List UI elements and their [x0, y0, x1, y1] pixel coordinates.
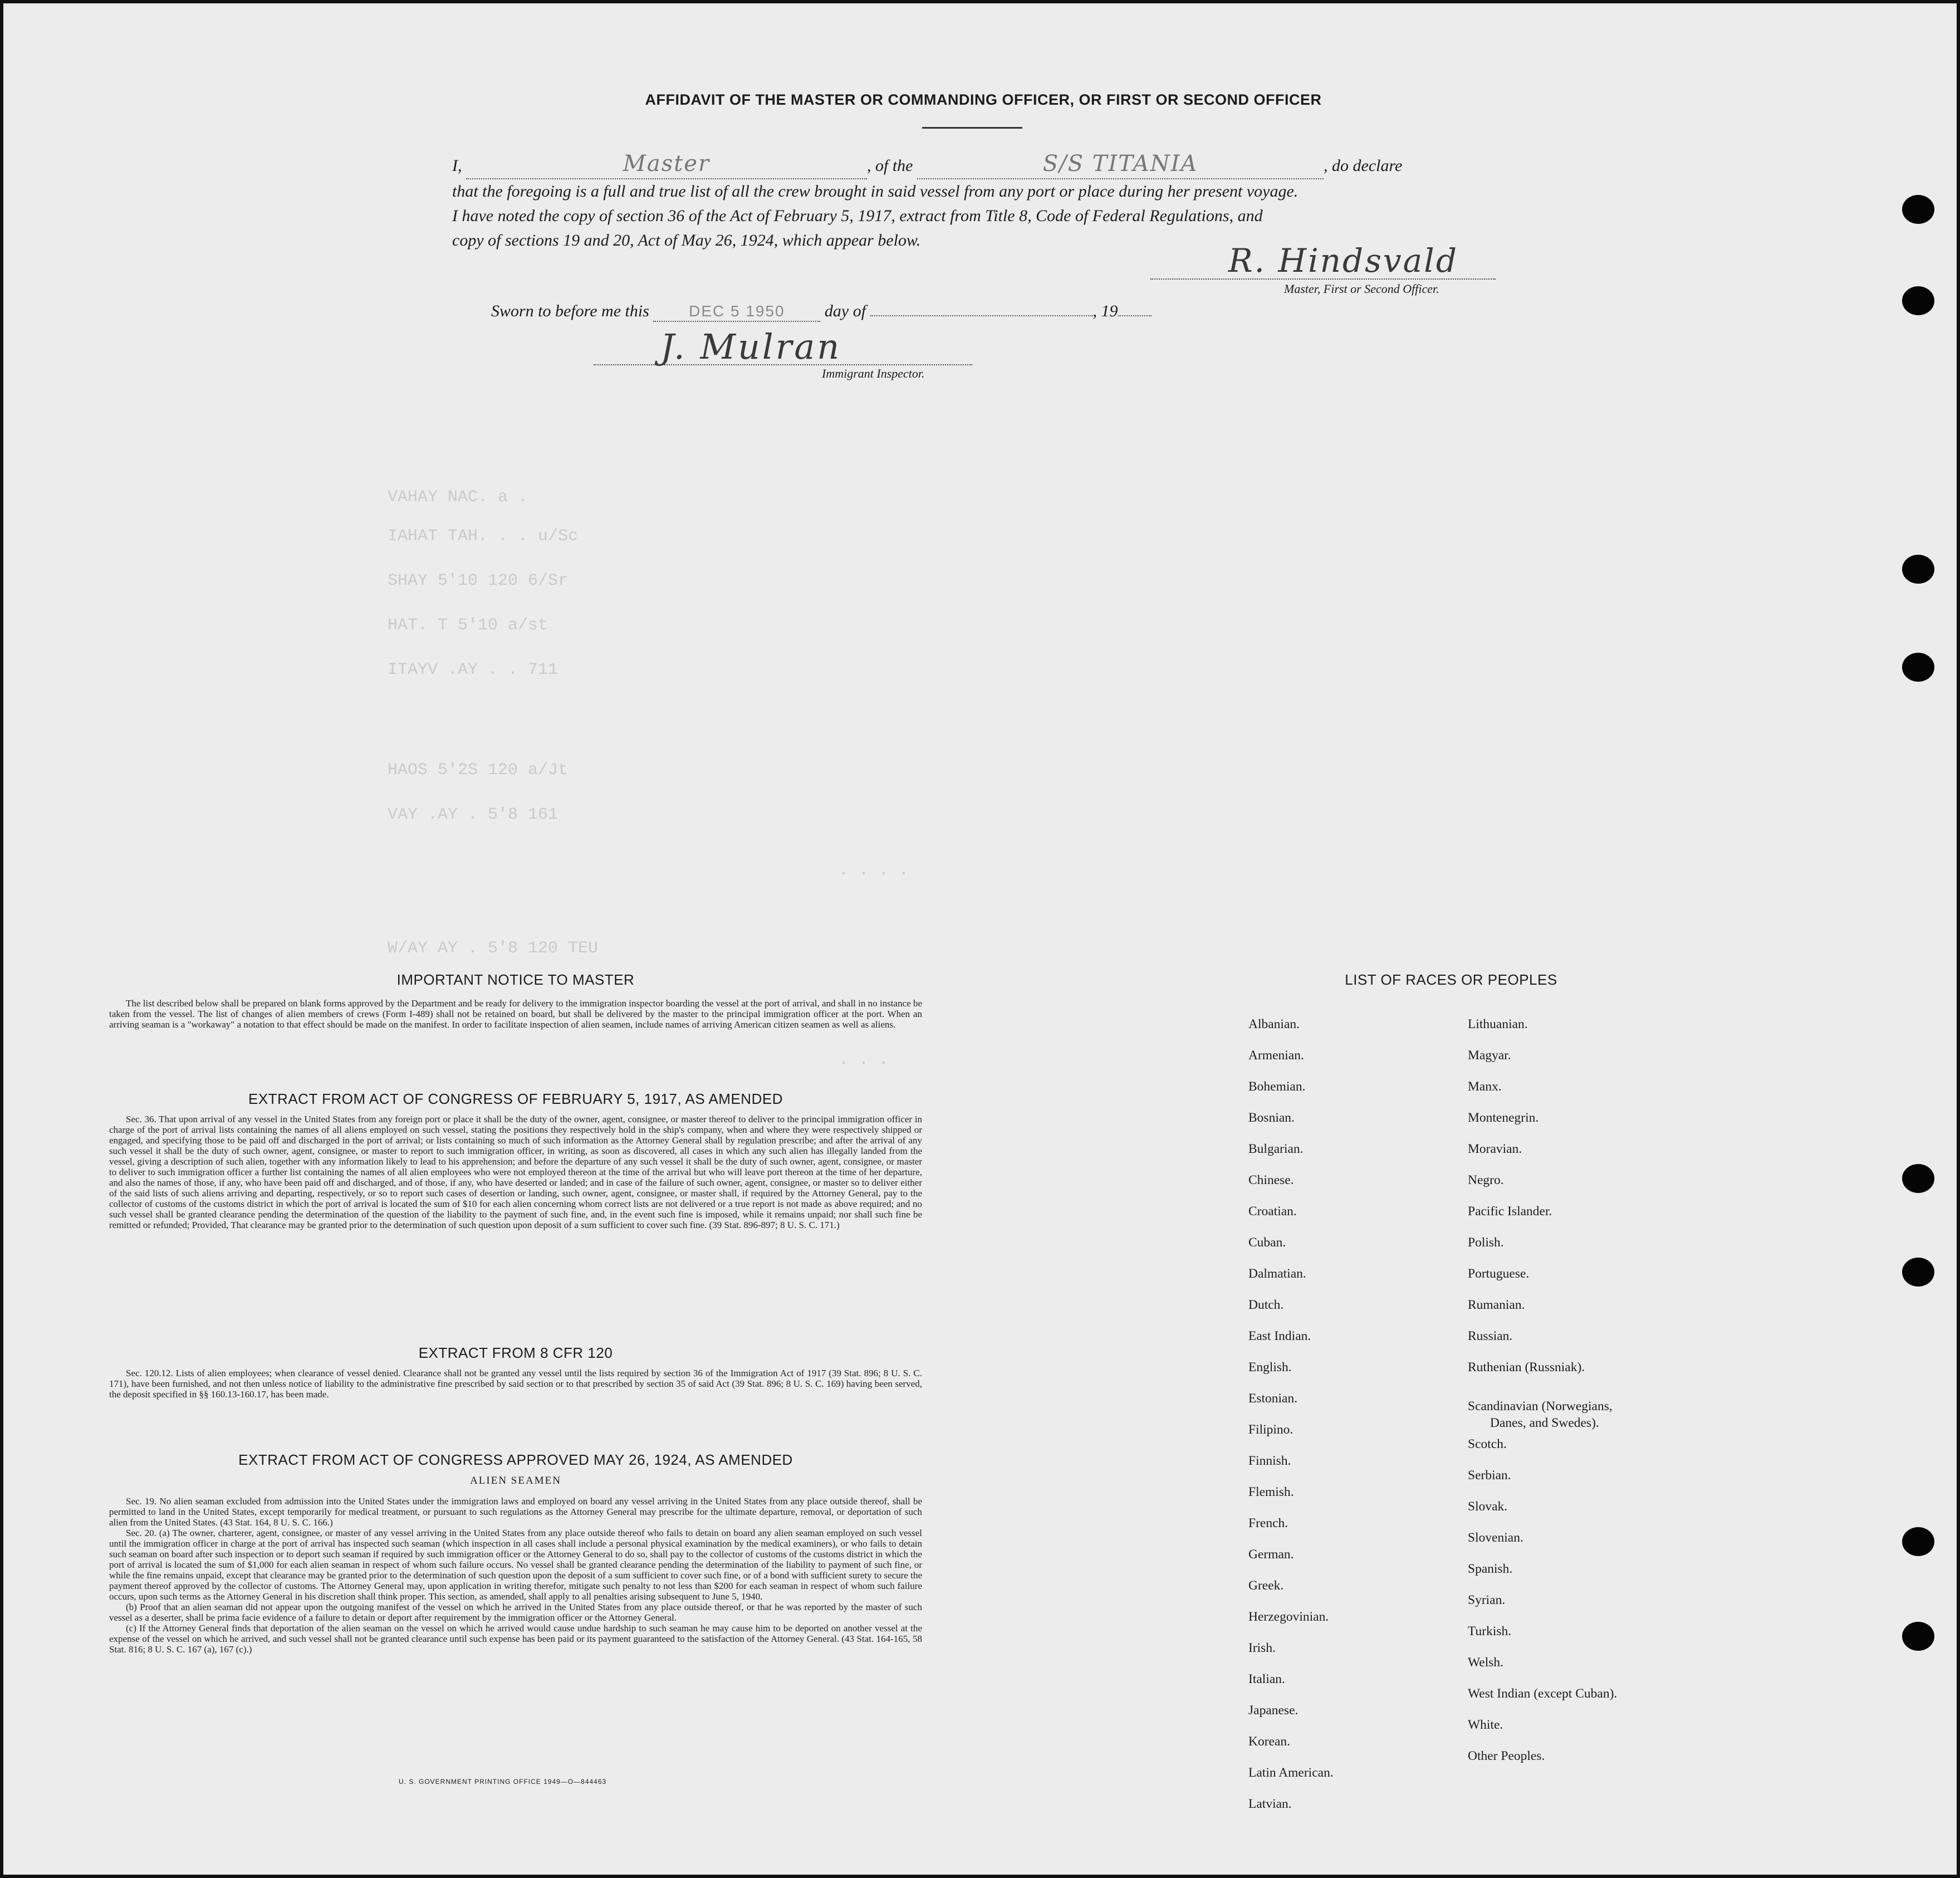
inspector-signature: J. Mulran [660, 326, 842, 367]
race-item: Japanese. [1248, 1703, 1298, 1718]
race-item: Other Peoples. [1468, 1749, 1545, 1763]
extract-1917-title: EXTRACT FROM ACT OF CONGRESS OF FEBRUARY 5, 1917, AS AMENDED [248, 1090, 783, 1107]
extract-cfr-title: EXTRACT FROM 8 CFR 120 [418, 1344, 613, 1361]
race-item: Turkish. [1468, 1624, 1512, 1639]
sworn-text: Sworn to before me this [491, 302, 649, 320]
notice-text [109, 998, 922, 1030]
race-item: Serbian. [1468, 1468, 1511, 1483]
binder-hole [1902, 1527, 1934, 1556]
declaration-text [452, 151, 1499, 253]
races-column-2 [1468, 1017, 1617, 1780]
extract-1924-text [109, 1496, 922, 1655]
binder-hole [1902, 1258, 1934, 1287]
alien-seamen-subtitle: ALIEN SEAMEN [470, 1475, 561, 1486]
race-item: West Indian (except Cuban). [1468, 1686, 1618, 1701]
race-item: Montenegrin. [1468, 1111, 1539, 1125]
race-item: Dutch. [1248, 1298, 1284, 1312]
sworn-day-of: day of [824, 302, 866, 320]
race-item: Scotch. [1468, 1437, 1507, 1451]
race-item: Polish. [1468, 1235, 1504, 1250]
master-signature: R. Hindsvald [1228, 242, 1458, 280]
race-item: Rumanian. [1468, 1298, 1525, 1312]
sworn-date-field [653, 302, 820, 322]
binder-hole [1902, 1622, 1934, 1651]
title-rule [922, 127, 1022, 129]
sworn-year-field [1118, 315, 1152, 316]
affidavit-title: AFFIDAVIT OF THE MASTER OR COMMANDING OFFICER, OR FIRST OR SECOND OFFICER [645, 91, 1322, 108]
section-20c-paragraph: (c) If the Attorney General finds that deportation of the alien seaman on the vessel on which he arrived would cause undue hardship to such seaman he may cause him to be deported on another vessel at the expense of the vessel on which he arrived, and such vessel shall not be granted clearance until such expense has been paid or its payment guaranteed to the satisfaction of the Attorney General. (43 Stat. 164-165, 58 Stat. 816; 8 U. S. C. 167 (a), 167 (c).) [109, 1623, 922, 1655]
races-column-1 [1248, 1017, 1334, 1828]
notice-paragraph: The list described below shall be prepared on blank forms approved by the Department and be ready for delivery to the immigration inspector boarding the vessel at the port of arrival, and shall in no instance be taken from the vessel. The list of changes of alien members of crews (Form I-489) shall not be retained on board, but shall be delivered by the master to the principal immigration officer at the port. When an arriving seaman is a "workaway" a notation to that effect should be made on the manifest. In order to facilitate inspection of alien seamen, include names of arriving American citizen seamen as well as aliens. [109, 998, 922, 1030]
extract-1924-title: EXTRACT FROM ACT OF CONGRESS APPROVED MAY 26, 1924, AS AMENDED [238, 1451, 793, 1468]
race-item: Cuban. [1248, 1235, 1286, 1250]
race-item: Portuguese. [1468, 1266, 1530, 1281]
race-item: Estonian. [1248, 1391, 1298, 1406]
race-item: Armenian. [1248, 1048, 1304, 1063]
race-item: Welsh. [1468, 1655, 1504, 1670]
section-20a-paragraph: Sec. 20. (a) The owner, charterer, agent, consignee, or master of any vessel arriving in the United States from any place outside thereof who fails to detain on board any alien seaman employed on such vessel until the immigration officer in charge at the port of arrival has inspected such seaman (which inspection in all cases shall include a personal physical examination by the medical examiners), or who fails to detain such seaman on board after such inspection or to deport such seaman if required by such immigration officer or the Attorney General to do so, shall pay to the collector of customs of the customs district in which the port of arrival is located the sum of $1,000 for each alien seaman in respect of whom such failure occurs. No vessel shall be granted clearance pending the determination of the liability to payment of such fine, or while the fine remains unpaid, except that clearance may be granted prior to the determination of such question upon the deposit of a sum sufficient to cover such fine, or of a bond with sufficient surety to secure the payment thereof approved by the collector of customs. The Attorney General may, upon application in writing therefor, mitigate such penalty to not less than $200 for each seaman in respect of whom such failure occurs, upon such terms as the Attorney General in his discretion shall think proper. This section, as amended, shall apply to all penalties arising subsequent to June 5, 1940. [109, 1528, 922, 1602]
race-item: Slovenian. [1468, 1530, 1523, 1545]
binder-hole [1902, 195, 1934, 224]
race-item: Negro. [1468, 1173, 1504, 1187]
vessel-name-handwritten: S/S TITANIA [1042, 151, 1198, 177]
race-item: Manx. [1468, 1079, 1502, 1094]
inspector-signature-caption: Immigrant Inspector. [822, 366, 925, 380]
declaration-line-4: copy of sections 19 and 20, Act of May 26, 1924, which appear below. [452, 231, 921, 250]
binder-hole [1902, 1164, 1934, 1193]
race-item: Italian. [1248, 1672, 1285, 1686]
race-item: Scandinavian (Norwegians, [1468, 1399, 1613, 1414]
race-item: Spanish. [1468, 1562, 1513, 1576]
declaration-line-3: I have noted the copy of section 36 of the Act of February 5, 1917, extract from Title 8, Code of Federal Regulations, and [452, 207, 1263, 225]
race-item: White. [1468, 1718, 1503, 1732]
binder-hole [1902, 653, 1934, 682]
race-item: Latin American. [1248, 1765, 1334, 1780]
race-item: Russian. [1468, 1329, 1513, 1343]
races-title: LIST OF RACES OR PEOPLES [1345, 971, 1557, 988]
section-36-paragraph: Sec. 36. That upon arrival of any vessel in the United States from any foreign port or place it shall be the duty of the owner, agent, consignee, or master thereof to deliver to the principal immigration officer in charge of the port of arrival lists containing the names of all aliens employed on such vessel, stating the positions they respectively hold in the ship's company, when and where they were respectively shipped or engaged, and specifying those to be paid off and discharged in the port of arrival; or lists containing so much of such information as the Attorney General shall by regulation prescribe; and after the arrival of any such vessel it shall be the duty of such owner, agent, consignee, or master to report to such immigration officer, in writing, as soon as discovered, all cases in which any such alien has illegally landed from the vessel, giving a description of such alien, together with any information likely to lead to his apprehension; and before the departure of any such vessel it shall be the duty of such owner, agent, consignee, or master to deliver to such immigration officer a further list containing the names of all alien employees who were not employed thereon at the time of the arrival but who will leave port thereon at the time of her departure, and also the names of those, if any, who have been paid off and discharged, and of those, if any, who have deserted or landed; and in case of the failure of such owner, agent, consignee, or master so to deliver either of the said lists of such aliens arriving and departing, respectively, or so to report such cases of desertion or landing, such owner, agent, consignee, or master shall, if required by the Attorney General, pay to the collector of customs of the customs district in which the port of arrival is located the sum of $10 for each alien concerning whom correct lists are not delivered or a true report is not made as above required; and no such vessel shall be granted clearance pending the determination of the question of the liability to the payment of such fine, and, in the event such fine is imposed, while it remains unpaid; nor shall such fine be remitted or refunded; Provided, That clearance may be granted prior to the determination of such question upon deposit of a sum sufficient to cover such fine. (39 Stat. 896-897; 8 U. S. C. 171.) [109, 1114, 922, 1230]
race-item: Syrian. [1468, 1593, 1506, 1607]
extract-cfr-text [109, 1368, 922, 1400]
race-item: Danes, and Swedes). [1490, 1416, 1599, 1430]
master-signature-line [1150, 278, 1496, 280]
race-item: Pacific Islander. [1468, 1204, 1552, 1219]
race-item: Bulgarian. [1248, 1142, 1304, 1156]
race-item: Chinese. [1248, 1173, 1294, 1187]
printing-office-line: U. S. GOVERNMENT PRINTING OFFICE 1949—O—844463 [399, 1778, 607, 1786]
race-item: East Indian. [1248, 1329, 1311, 1343]
race-item: French. [1248, 1516, 1288, 1530]
section-20b-paragraph: (b) Proof that an alien seaman did not appear upon the outgoing manifest of the vessel on which he arrived in the United States from any place outside thereof, or that he was reported by the master of such vessel as a deserter, shall be prima facie evidence of a failure to detain or deport after requirement by the immigration officer or the Attorney General. [109, 1602, 922, 1623]
race-item: Greek. [1248, 1578, 1284, 1593]
declaration-do-declare: , do declare [1324, 156, 1403, 175]
race-item: Moravian. [1468, 1142, 1522, 1156]
declaration-i: I, [452, 156, 462, 175]
race-item: Ruthenian (Russniak). [1468, 1360, 1585, 1375]
race-item: Albanian. [1248, 1017, 1300, 1031]
race-item: Korean. [1248, 1734, 1291, 1749]
race-item: Bohemian. [1248, 1079, 1306, 1094]
sworn-year-prefix: , 19 [1092, 302, 1118, 320]
master-name-field [466, 151, 867, 179]
race-item: Latvian. [1248, 1797, 1292, 1811]
race-item: Herzegovinian. [1248, 1610, 1329, 1624]
master-signature-caption: Master, First or Second Officer. [1284, 282, 1439, 296]
sworn-month-field [870, 315, 1093, 316]
race-item: Magyar. [1468, 1048, 1511, 1063]
sworn-date-stamp: DEC 5 1950 [689, 302, 785, 320]
race-item: Filipino. [1248, 1422, 1293, 1437]
sworn-line [491, 302, 1152, 322]
declaration-of-the: , of the [867, 156, 913, 175]
race-item: German. [1248, 1547, 1294, 1562]
race-item: English. [1248, 1360, 1292, 1375]
binder-hole [1902, 286, 1934, 315]
declaration-line-2: that the foregoing is a full and true list of all the crew brought in said vessel from any port or place during her present voyage. [452, 182, 1298, 200]
race-item: Lithuanian. [1468, 1017, 1528, 1031]
race-item: Croatian. [1248, 1204, 1297, 1219]
race-item: Dalmatian. [1248, 1266, 1306, 1281]
race-item: Bosnian. [1248, 1111, 1295, 1125]
extract-1917-text [109, 1114, 922, 1230]
race-item: Slovak. [1468, 1499, 1508, 1514]
race-item: Flemish. [1248, 1485, 1294, 1499]
bleed-through-text: VAHAY NAC. a . IAHAT TAH. . . u/Sc SHAY 5'10 120 6/Sr HAT. T 5'10 a/st ITAYV .AY . . 711 HAOS 5'2S 120 a/Jt VAY .AY . 5'8 161 W/AY AY . 5'8 120 TEU . . . . . . . [388, 488, 909, 1069]
section-120-12-paragraph: Sec. 120.12. Lists of alien employees; when clearance of vessel denied. Clearance shall not be granted any vessel until the lists required by section 36 of the Immigration Act of 1917 (39 Stat. 896; 8 U. S. C. 171), have been furnished, and not then unless notice of liability to the administrative fine prescribed by said section or to that prescribed by section 35 of said Act (39 Stat. 896; 8 U. S. C. 169) having been served, the deposit specified in §§ 160.13-160.17, has been made. [109, 1368, 922, 1400]
inspector-signature-line [594, 364, 972, 365]
vessel-name-field [917, 151, 1324, 179]
notice-title: IMPORTANT NOTICE TO MASTER [396, 971, 635, 988]
race-item: Irish. [1248, 1641, 1276, 1655]
race-item: Finnish. [1248, 1454, 1291, 1468]
section-19-paragraph: Sec. 19. No alien seaman excluded from admission into the United States under the immigration laws and employed on board any vessel arriving in the United States from any place outside thereof, shall be permitted to land in the United States, except temporarily for medical treatment, or pursuant to such regulations as the Attorney General may prescribe for the ultimate departure, removal, or deportation of such alien from the United States. (43 Stat. 164, 8 U. S. C. 166.) [109, 1496, 922, 1528]
binder-hole [1902, 555, 1934, 584]
master-name-handwritten: Master [623, 151, 710, 177]
